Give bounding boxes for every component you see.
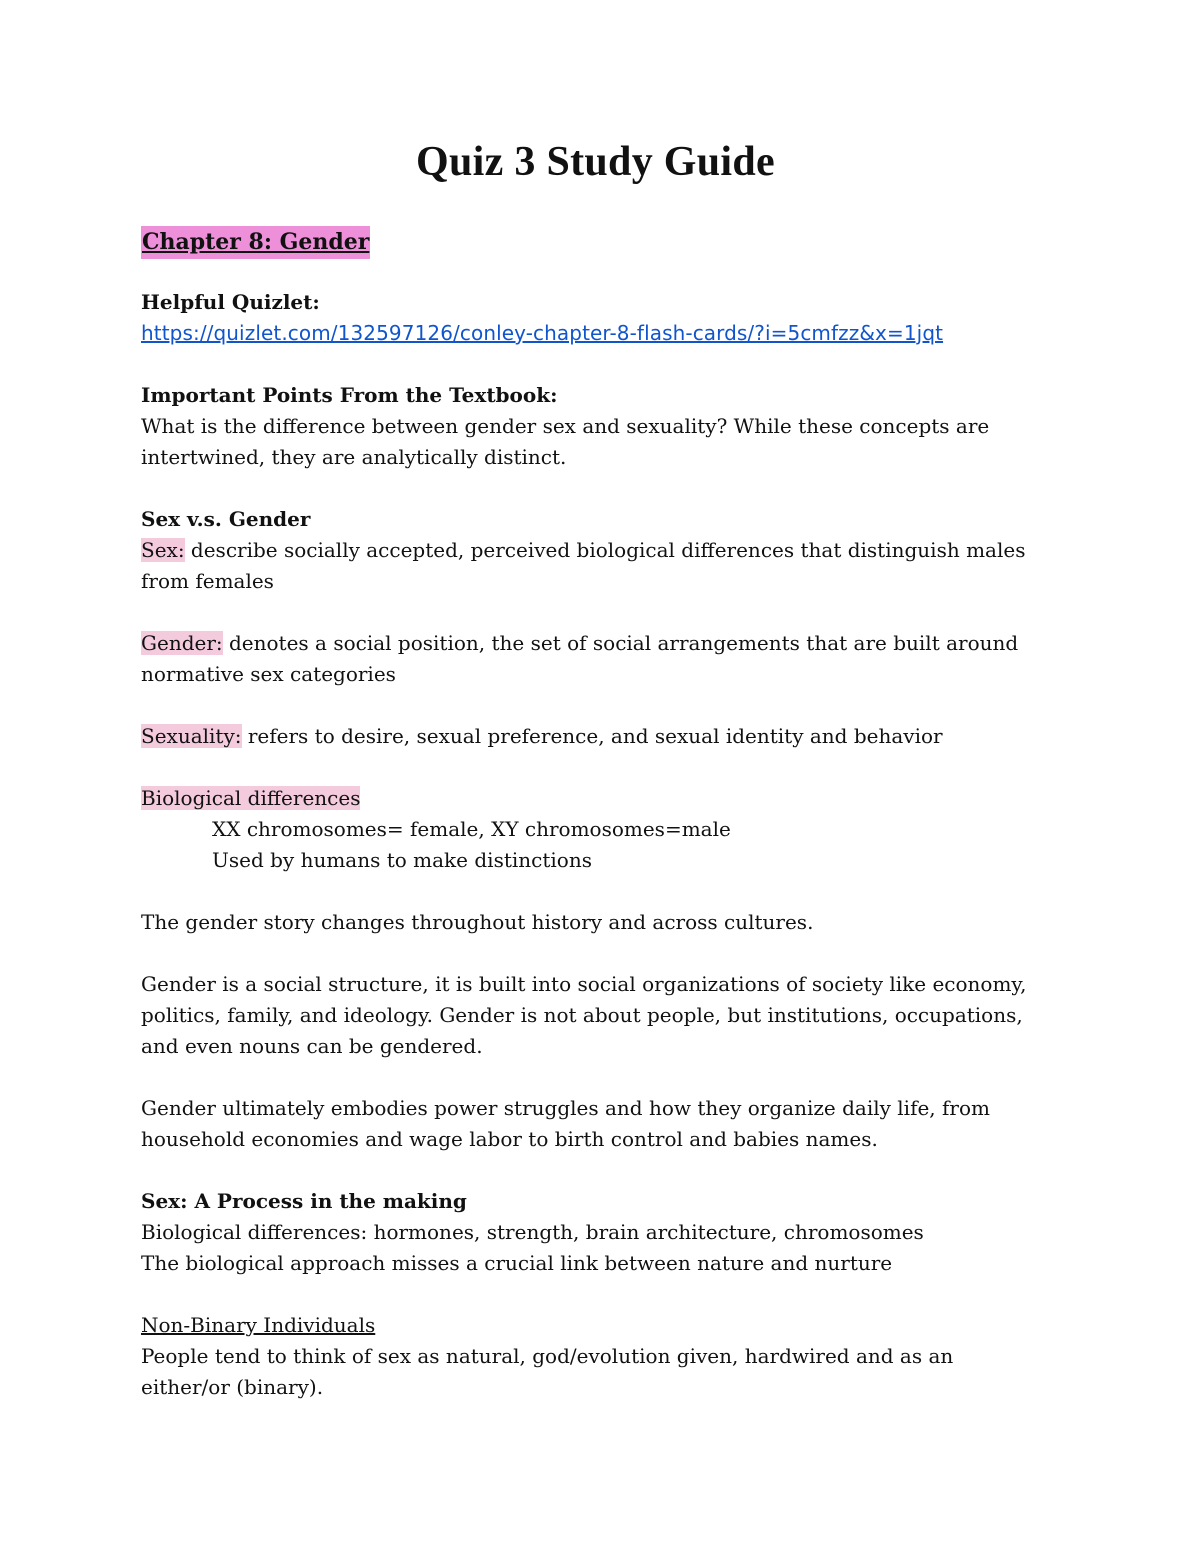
- important-points-line-2: intertwined, they are analytically distinct.: [141, 445, 567, 469]
- sex-process-heading: Sex: A Process in the making: [141, 1189, 467, 1213]
- gender-definition-line-2: normative sex categories: [141, 662, 396, 686]
- biological-heading-line: [141, 783, 1050, 814]
- quizlet-link[interactable]: https://quizlet.com/132597126/conley-chapter-8-flash-cards/?i=5cmfzz&x=1jqt: [141, 321, 944, 345]
- important-points-heading: Important Points From the Textbook:: [141, 383, 558, 407]
- gender-structure-line-1: Gender is a social structure, it is built into social organizations of society like economy,: [141, 972, 1027, 996]
- sex-definition-line-1: [141, 535, 1050, 566]
- biological-term: Biological differences: [141, 786, 361, 810]
- non-binary-section: [141, 1310, 1050, 1403]
- sex-definition-line-2: from females: [141, 569, 274, 593]
- gender-structure-section: [141, 969, 1050, 1062]
- non-binary-line-1: People tend to think of sex as natural, god/evolution given, hardwired and as an: [141, 1344, 954, 1368]
- important-points-section: [141, 380, 1050, 473]
- sex-process-line-1: Biological differences: hormones, strength, brain architecture, chromosomes: [141, 1220, 924, 1244]
- gender-definition-text: denotes a social position, the set of social arrangements that are built around: [222, 631, 1019, 655]
- sexuality-definition-text: refers to desire, sexual preference, and sexual identity and behavior: [241, 724, 943, 748]
- gender-story-section: [141, 907, 1050, 938]
- sex-term: Sex:: [141, 538, 185, 562]
- chapter-heading-wrap: [141, 226, 1050, 287]
- sex-vs-gender-section: [141, 504, 1050, 597]
- gender-definition-line-1: [141, 628, 1050, 659]
- biological-item-2: Used by humans to make distinctions: [212, 848, 592, 872]
- gender-term: Gender:: [141, 631, 223, 655]
- quizlet-section: [141, 287, 1050, 349]
- gender-structure-line-2: politics, family, and ideology. Gender is not about people, but institutions, occupations,: [141, 1003, 1023, 1027]
- sex-process-section: [141, 1186, 1050, 1279]
- gender-power-line-2: household economies and wage labor to birth control and babies names.: [141, 1127, 878, 1151]
- gender-power-line-1: Gender ultimately embodies power struggles and how they organize daily life, from: [141, 1096, 990, 1120]
- document-title: Quiz 3 Study Guide: [416, 139, 775, 185]
- gender-story-text: The gender story changes throughout history and across cultures.: [141, 910, 814, 934]
- non-binary-heading: Non-Binary Individuals: [141, 1313, 376, 1337]
- gender-structure-line-3: and even nouns can be gendered.: [141, 1034, 483, 1058]
- important-points-line-1: What is the difference between gender sex and sexuality? While these concepts are: [141, 414, 990, 438]
- sexuality-definition: [141, 721, 1050, 752]
- gender-section: [141, 628, 1050, 690]
- chapter-heading: Chapter 8: Gender: [141, 226, 370, 259]
- non-binary-line-2: either/or (binary).: [141, 1375, 324, 1399]
- biological-section: [141, 783, 1050, 876]
- biological-item-1: XX chromosomes= female, XY chromosomes=male: [212, 817, 731, 841]
- quizlet-label: Helpful Quizlet:: [141, 290, 320, 314]
- sexuality-section: [141, 721, 1050, 752]
- sex-definition-text: describe socially accepted, perceived biological differences that distinguish males: [184, 538, 1026, 562]
- sexuality-term: Sexuality:: [141, 724, 242, 748]
- gender-power-section: [141, 1093, 1050, 1155]
- sex-vs-gender-heading: Sex v.s. Gender: [141, 507, 311, 531]
- sex-process-line-2: The biological approach misses a crucial link between nature and nurture: [141, 1251, 893, 1275]
